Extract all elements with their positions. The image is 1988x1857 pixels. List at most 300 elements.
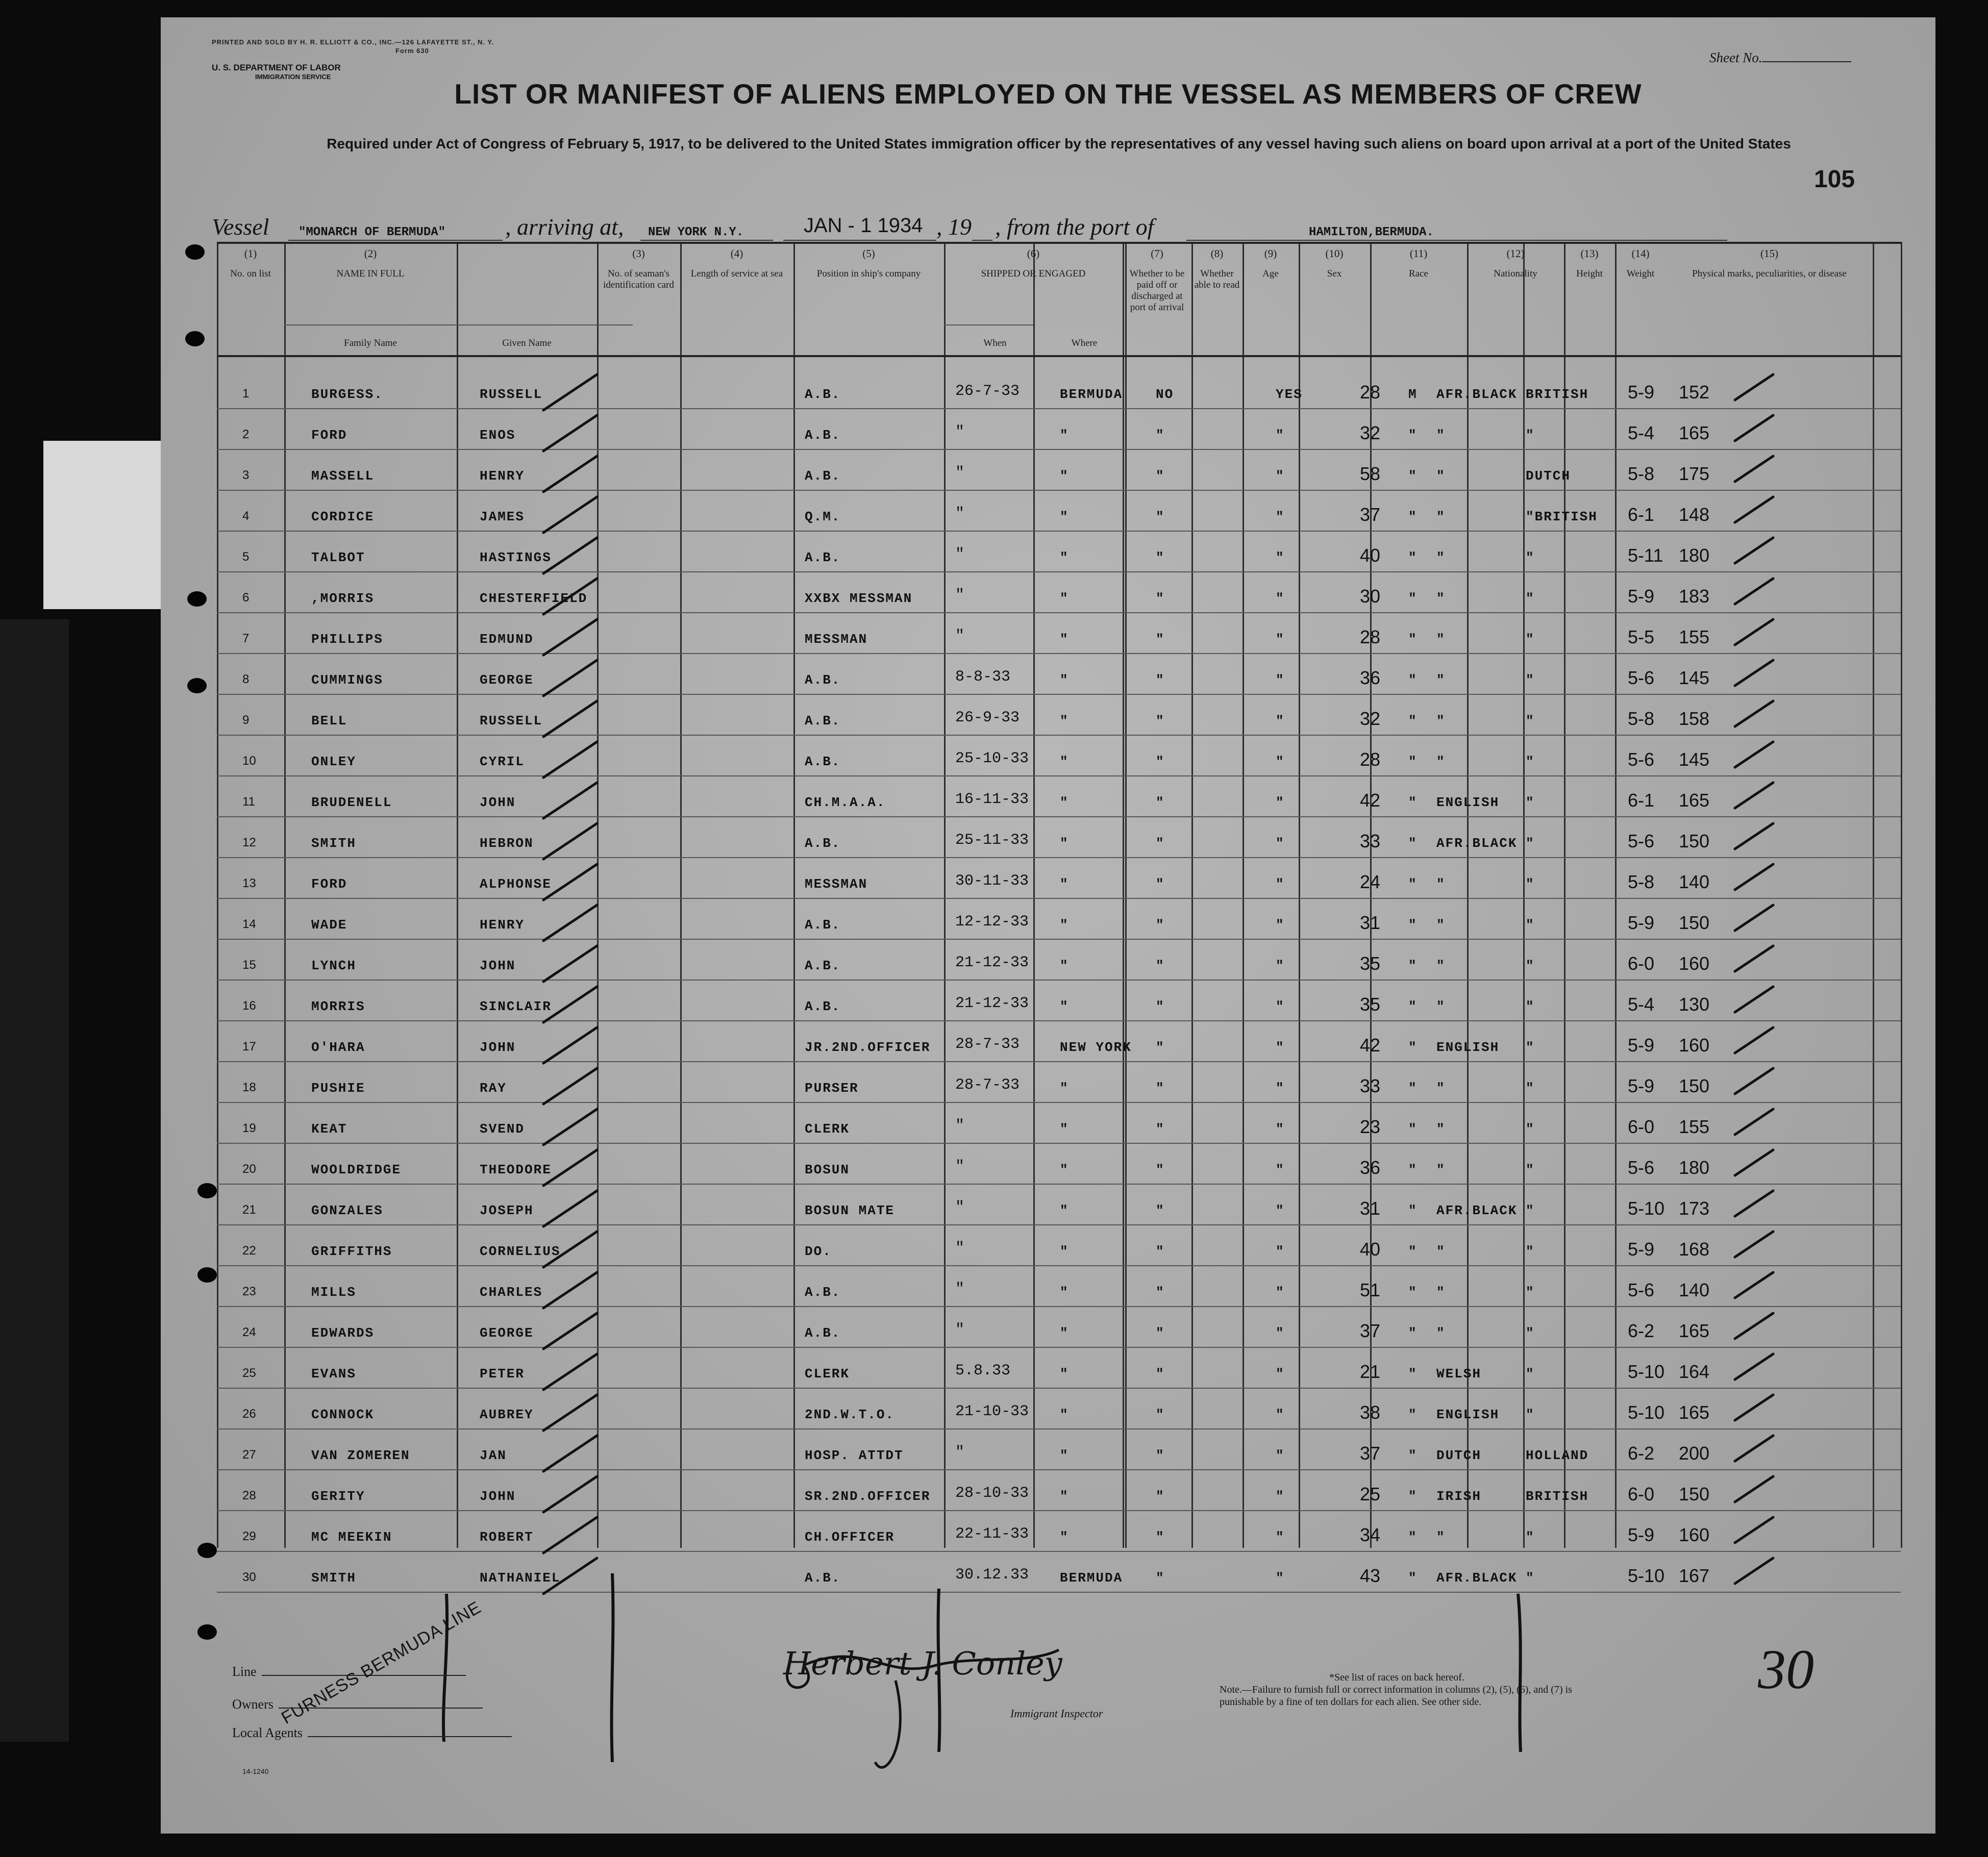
nationality: " bbox=[1526, 1203, 1535, 1218]
shipped-when: 25-10-33 bbox=[955, 750, 1029, 767]
sex: " bbox=[1408, 1081, 1418, 1096]
nationality: "BRITISH bbox=[1526, 509, 1598, 524]
row-number: 19 bbox=[242, 1121, 256, 1135]
check-mark bbox=[1735, 1558, 1773, 1584]
penalty-note: Note.—Failure to furnish full or correct information in columns (2), (5), (6), and (7) is punishable by a fine of ten dollars for each alien. See other side. bbox=[1220, 1684, 1572, 1708]
arriving-port: NEW YORK N.Y. bbox=[648, 225, 744, 239]
id-card-slash bbox=[543, 946, 597, 982]
position: HOSP. ATTDT bbox=[805, 1448, 904, 1463]
vessel-name: "MONARCH OF BERMUDA" bbox=[299, 225, 446, 239]
check-mark bbox=[1735, 1272, 1773, 1298]
weight: 155 bbox=[1679, 626, 1710, 647]
race: " bbox=[1436, 1121, 1446, 1137]
row-number: 20 bbox=[242, 1162, 256, 1176]
given-name: PETER bbox=[480, 1366, 525, 1382]
able-to-read: " bbox=[1276, 632, 1285, 647]
height: 5-11 bbox=[1628, 545, 1663, 566]
race: " bbox=[1436, 672, 1446, 688]
weight: 175 bbox=[1679, 463, 1710, 484]
sex: " bbox=[1408, 1203, 1418, 1218]
nationality: " bbox=[1526, 836, 1535, 851]
given-name: THEODORE bbox=[480, 1162, 552, 1177]
shipped-when: " bbox=[955, 1321, 965, 1339]
given-name: EDMUND bbox=[480, 632, 534, 647]
shipped-when: 26-7-33 bbox=[955, 383, 1020, 400]
nationality: " bbox=[1526, 1244, 1535, 1259]
shipped-where: " bbox=[1060, 1162, 1069, 1177]
age: 24 bbox=[1360, 871, 1381, 892]
punch-hole bbox=[187, 591, 207, 607]
race: " bbox=[1436, 958, 1446, 973]
position: Q.M. bbox=[805, 509, 841, 524]
page-number: 105 bbox=[1814, 166, 1855, 193]
check-mark bbox=[1735, 660, 1773, 686]
check-mark bbox=[1735, 783, 1773, 808]
nationality: " bbox=[1526, 1366, 1535, 1382]
page-subtitle: Required under Act of Congress of February 5, 1917, to be delivered to the United States immigration officer by the representatives of any vessel having such aliens on board upon arrival at a port of the United States bbox=[327, 136, 1791, 152]
shipped-when: 30-11-33 bbox=[955, 872, 1029, 890]
height: 5-6 bbox=[1628, 749, 1655, 770]
weight: 165 bbox=[1679, 422, 1710, 443]
given-name: RUSSELL bbox=[480, 387, 543, 402]
position: A.B. bbox=[805, 754, 841, 769]
paid-off: " bbox=[1156, 1366, 1165, 1382]
shipped-where: " bbox=[1060, 550, 1069, 565]
shipped-where: " bbox=[1060, 836, 1069, 851]
nationality: " bbox=[1526, 672, 1535, 688]
nationality: BRITISH bbox=[1526, 1489, 1589, 1504]
owners-label: Owners bbox=[232, 1697, 274, 1712]
weight: 173 bbox=[1679, 1198, 1710, 1219]
age: 31 bbox=[1360, 912, 1381, 933]
height: 6-0 bbox=[1628, 1484, 1655, 1504]
paid-off: " bbox=[1156, 795, 1165, 810]
age: 40 bbox=[1360, 545, 1381, 566]
check-mark bbox=[1735, 946, 1773, 971]
id-card-slash bbox=[543, 1027, 597, 1063]
weight: 200 bbox=[1679, 1443, 1710, 1464]
from-port: HAMILTON,BERMUDA. bbox=[1309, 225, 1434, 239]
age: 28 bbox=[1360, 626, 1381, 647]
race: AFR.BLACK bbox=[1436, 1570, 1518, 1586]
height: 6-1 bbox=[1628, 790, 1655, 811]
id-card-slash bbox=[543, 1354, 597, 1390]
family-name: MORRIS bbox=[311, 999, 365, 1014]
shipped-where: NEW YORK bbox=[1060, 1040, 1132, 1055]
sex: " bbox=[1408, 754, 1418, 769]
id-card-slash bbox=[543, 1109, 597, 1145]
position: BOSUN bbox=[805, 1162, 850, 1177]
paid-off: NO bbox=[1156, 387, 1174, 402]
check-mark bbox=[1735, 619, 1773, 645]
id-card-slash bbox=[543, 1436, 597, 1471]
position: A.B. bbox=[805, 958, 841, 973]
row-number: 7 bbox=[242, 632, 250, 645]
id-card-slash bbox=[543, 497, 597, 533]
side-stamp bbox=[43, 441, 161, 609]
shipped-when: 26-9-33 bbox=[955, 709, 1020, 726]
agents-blank bbox=[308, 1736, 512, 1737]
nationality: " bbox=[1526, 917, 1535, 933]
nationality: " bbox=[1526, 1529, 1535, 1545]
date-stamp: JAN - 1 1934 bbox=[804, 214, 923, 237]
height: 5-8 bbox=[1628, 708, 1655, 729]
family-name: CONNOCK bbox=[311, 1407, 375, 1422]
able-to-read: " bbox=[1276, 1529, 1285, 1545]
id-card-slash bbox=[543, 987, 597, 1022]
given-name: NATHANIEL bbox=[480, 1570, 561, 1586]
able-to-read: " bbox=[1276, 1121, 1285, 1137]
age: 25 bbox=[1360, 1484, 1381, 1504]
weight: 150 bbox=[1679, 1484, 1710, 1504]
paid-off: " bbox=[1156, 468, 1165, 484]
shipped-when: 22-11-33 bbox=[955, 1525, 1029, 1543]
id-card-slash bbox=[543, 1191, 597, 1226]
shipped-when: 21-12-33 bbox=[955, 995, 1029, 1012]
race: " bbox=[1436, 1325, 1446, 1341]
position: CLERK bbox=[805, 1121, 850, 1137]
row-number: 15 bbox=[242, 958, 256, 972]
given-name: HENRY bbox=[480, 468, 525, 484]
check-mark bbox=[1735, 1476, 1773, 1502]
check-mark bbox=[1735, 456, 1773, 482]
age: 23 bbox=[1360, 1116, 1381, 1137]
id-card-slash bbox=[543, 1313, 597, 1349]
family-name: EVANS bbox=[311, 1366, 357, 1382]
paid-off: " bbox=[1156, 754, 1165, 769]
weight: 160 bbox=[1679, 1524, 1710, 1545]
check-mark bbox=[1735, 538, 1773, 563]
column-number: (8) bbox=[1210, 247, 1224, 260]
weight: 150 bbox=[1679, 1075, 1710, 1096]
id-card-slash bbox=[543, 1150, 597, 1186]
given-name: JAMES bbox=[480, 509, 525, 524]
weight: 150 bbox=[1679, 912, 1710, 933]
race: " bbox=[1436, 1162, 1446, 1177]
row-number: 18 bbox=[242, 1081, 256, 1094]
paid-off: " bbox=[1156, 672, 1165, 688]
able-to-read: " bbox=[1276, 958, 1285, 973]
column-number: (9) bbox=[1264, 247, 1277, 260]
check-mark bbox=[1735, 742, 1773, 767]
position: CH.M.A.A. bbox=[805, 795, 886, 810]
row-number: 24 bbox=[242, 1325, 256, 1339]
weight: 165 bbox=[1679, 790, 1710, 811]
position: DO. bbox=[805, 1244, 832, 1259]
check-mark bbox=[1735, 823, 1773, 849]
shipped-where: " bbox=[1060, 1489, 1069, 1504]
family-name: FORD bbox=[311, 428, 347, 443]
row-number: 26 bbox=[242, 1407, 256, 1421]
paid-off: " bbox=[1156, 550, 1165, 565]
shipped-when: " bbox=[955, 1117, 965, 1135]
service-name: IMMIGRATION SERVICE bbox=[255, 73, 331, 81]
able-to-read: " bbox=[1276, 836, 1285, 851]
family-name: O'HARA bbox=[311, 1040, 365, 1055]
page-title: LIST OR MANIFEST OF ALIENS EMPLOYED ON THE VESSEL AS MEMBERS OF CREW bbox=[454, 78, 1642, 110]
family-name: CUMMINGS bbox=[311, 672, 383, 688]
printer-text: PRINTED AND SOLD BY H. R. ELLIOTT & CO., INC.—126 LAFAYETTE ST., N. Y. bbox=[212, 38, 494, 46]
able-to-read: " bbox=[1276, 468, 1285, 484]
paid-off: " bbox=[1156, 1081, 1165, 1096]
shipped-where: " bbox=[1060, 509, 1069, 524]
weight: 140 bbox=[1679, 871, 1710, 892]
able-to-read: " bbox=[1276, 1162, 1285, 1177]
age: 35 bbox=[1360, 994, 1381, 1015]
height: 6-0 bbox=[1628, 953, 1655, 974]
row-number: 27 bbox=[242, 1448, 256, 1462]
shipped-where: " bbox=[1060, 591, 1069, 606]
given-name: CHESTERFIELD bbox=[480, 591, 588, 606]
family-name: MC MEEKIN bbox=[311, 1529, 392, 1545]
subheading-when: When bbox=[983, 338, 1007, 348]
family-name: EDWARDS bbox=[311, 1325, 375, 1341]
id-card-slash bbox=[543, 415, 597, 451]
age: 37 bbox=[1360, 504, 1381, 525]
paid-off: " bbox=[1156, 713, 1165, 729]
shipped-where: BERMUDA bbox=[1060, 1570, 1123, 1586]
column-heading: No. on list bbox=[230, 268, 271, 279]
shipped-where: " bbox=[1060, 795, 1069, 810]
id-card-slash bbox=[543, 456, 597, 492]
column-heading: Weight bbox=[1626, 268, 1655, 279]
column-number: (15) bbox=[1760, 247, 1778, 260]
family-name: GRIFFITHS bbox=[311, 1244, 392, 1259]
nationality: " bbox=[1526, 754, 1535, 769]
nationality: " bbox=[1526, 632, 1535, 647]
sex: " bbox=[1408, 1529, 1418, 1545]
column-heading: No. of seaman's identification card bbox=[603, 268, 674, 290]
check-mark bbox=[1735, 1191, 1773, 1216]
id-card-slash bbox=[543, 783, 597, 818]
nationality: " bbox=[1526, 999, 1535, 1014]
height: 6-0 bbox=[1628, 1116, 1655, 1137]
shipped-where: " bbox=[1060, 1244, 1069, 1259]
sex: " bbox=[1408, 836, 1418, 851]
race: ENGLISH bbox=[1436, 795, 1500, 810]
age: 32 bbox=[1360, 708, 1381, 729]
paid-off: " bbox=[1156, 1040, 1165, 1055]
race: " bbox=[1436, 754, 1446, 769]
family-name: FORD bbox=[311, 876, 347, 892]
inspector-label: Immigrant Inspector bbox=[1010, 1707, 1103, 1720]
shipped-when: 30.12.33 bbox=[955, 1566, 1029, 1584]
given-name: JAN bbox=[480, 1448, 507, 1463]
able-to-read: YES bbox=[1276, 387, 1303, 402]
given-name: GEORGE bbox=[480, 672, 534, 688]
weight: 164 bbox=[1679, 1361, 1710, 1382]
able-to-read: " bbox=[1276, 917, 1285, 933]
nationality: " bbox=[1526, 1040, 1535, 1055]
pen-vertical-mark bbox=[612, 1573, 613, 1762]
family-name: MILLS bbox=[311, 1285, 357, 1300]
shipped-when: " bbox=[955, 1199, 965, 1216]
age: 37 bbox=[1360, 1443, 1381, 1464]
paid-off: " bbox=[1156, 876, 1165, 892]
subheading-family: Family Name bbox=[344, 338, 397, 348]
shipped-when: " bbox=[955, 1240, 965, 1257]
column-number: (6) bbox=[1027, 247, 1040, 260]
paid-off: " bbox=[1156, 632, 1165, 647]
id-card-slash bbox=[543, 742, 597, 777]
able-to-read: " bbox=[1276, 1203, 1285, 1218]
age: 31 bbox=[1360, 1198, 1381, 1219]
sex: " bbox=[1408, 1407, 1418, 1422]
check-mark bbox=[1735, 1313, 1773, 1339]
weight: 155 bbox=[1679, 1116, 1710, 1137]
nationality: HOLLAND bbox=[1526, 1448, 1589, 1463]
row-number: 21 bbox=[242, 1203, 256, 1217]
race: " bbox=[1436, 632, 1446, 647]
age: 30 bbox=[1360, 586, 1381, 607]
manifest-page bbox=[161, 17, 1935, 1834]
able-to-read: " bbox=[1276, 550, 1285, 565]
row-number: 12 bbox=[242, 836, 256, 849]
weight: 158 bbox=[1679, 708, 1710, 729]
given-name: SVEND bbox=[480, 1121, 525, 1137]
race: " bbox=[1436, 550, 1446, 565]
family-name: VAN ZOMEREN bbox=[311, 1448, 410, 1463]
column-number: (5) bbox=[862, 247, 875, 260]
weight: 145 bbox=[1679, 749, 1710, 770]
given-name: CHARLES bbox=[480, 1285, 543, 1300]
able-to-read: " bbox=[1276, 1448, 1285, 1463]
weight: 180 bbox=[1679, 1157, 1710, 1178]
able-to-read: " bbox=[1276, 428, 1285, 443]
given-name: CYRIL bbox=[480, 754, 525, 769]
check-mark bbox=[1735, 905, 1773, 931]
shipped-where: " bbox=[1060, 713, 1069, 729]
family-name: BURGESS. bbox=[311, 387, 383, 402]
check-marks bbox=[543, 374, 1773, 1594]
column-number: (10) bbox=[1325, 247, 1344, 260]
nationality: " bbox=[1526, 795, 1535, 810]
column-number: (14) bbox=[1631, 247, 1650, 260]
weight: 130 bbox=[1679, 994, 1710, 1015]
able-to-read: " bbox=[1276, 1325, 1285, 1341]
row-number: 29 bbox=[242, 1529, 256, 1543]
race: " bbox=[1436, 876, 1446, 892]
id-card-slash bbox=[543, 1558, 597, 1594]
sex: " bbox=[1408, 1325, 1418, 1341]
year-label: , 19 bbox=[936, 214, 972, 240]
family-name: PUSHIE bbox=[311, 1081, 365, 1096]
able-to-read: " bbox=[1276, 1244, 1285, 1259]
nationality: " bbox=[1526, 1570, 1535, 1586]
given-name: HEBRON bbox=[480, 836, 534, 851]
height: 5-6 bbox=[1628, 1157, 1655, 1178]
given-name: AUBREY bbox=[480, 1407, 534, 1422]
shipped-when: 28-7-33 bbox=[955, 1036, 1020, 1053]
height: 5-9 bbox=[1628, 1524, 1655, 1545]
sheet-label: Sheet No. bbox=[1709, 50, 1762, 65]
race: " bbox=[1436, 1529, 1446, 1545]
age: 40 bbox=[1360, 1239, 1381, 1260]
id-card-slash bbox=[543, 579, 597, 614]
column-heading: SHIPPED OR ENGAGED bbox=[981, 268, 1086, 279]
shipped-when: " bbox=[955, 546, 965, 563]
sex: " bbox=[1408, 1285, 1418, 1300]
height: 5-9 bbox=[1628, 586, 1655, 607]
able-to-read: " bbox=[1276, 876, 1285, 892]
family-name: ONLEY bbox=[311, 754, 357, 769]
shipped-when: " bbox=[955, 628, 965, 645]
family-name: BRUDENELL bbox=[311, 795, 392, 810]
paid-off: " bbox=[1156, 1325, 1165, 1341]
id-card-slash bbox=[543, 1232, 597, 1267]
family-name: KEAT bbox=[311, 1121, 347, 1137]
paid-off: " bbox=[1156, 1285, 1165, 1300]
row-number: 28 bbox=[242, 1489, 256, 1502]
shipped-where: " bbox=[1060, 428, 1069, 443]
id-card-slash bbox=[543, 701, 597, 737]
shipped-when: 28-7-33 bbox=[955, 1076, 1020, 1094]
id-card-slash bbox=[543, 1395, 597, 1431]
given-name: JOHN bbox=[480, 1040, 516, 1055]
row-number: 1 bbox=[242, 387, 250, 400]
row-number: 4 bbox=[242, 509, 250, 523]
paid-off: " bbox=[1156, 1489, 1165, 1504]
shipped-when: 21-12-33 bbox=[955, 954, 1029, 971]
paid-off: " bbox=[1156, 1529, 1165, 1545]
shipped-where: " bbox=[1060, 917, 1069, 933]
weight: 140 bbox=[1679, 1279, 1710, 1300]
weight: 183 bbox=[1679, 586, 1710, 607]
shipped-where: " bbox=[1060, 754, 1069, 769]
column-heading: Race bbox=[1409, 268, 1428, 279]
position: BOSUN MATE bbox=[805, 1203, 895, 1218]
check-mark bbox=[1735, 415, 1773, 441]
paid-off: " bbox=[1156, 958, 1165, 973]
nationality: " bbox=[1526, 1121, 1535, 1137]
column-heading: Physical marks, peculiarities, or disease bbox=[1692, 268, 1847, 279]
age: 35 bbox=[1360, 953, 1381, 974]
id-card-slash bbox=[543, 1272, 597, 1308]
given-name: JOHN bbox=[480, 795, 516, 810]
subheading-given: Given Name bbox=[502, 338, 552, 348]
sex: " bbox=[1408, 1040, 1418, 1055]
family-name: SMITH bbox=[311, 1570, 357, 1586]
paid-off: " bbox=[1156, 1570, 1165, 1586]
shipped-when: 21-10-33 bbox=[955, 1403, 1029, 1420]
given-name: ENOS bbox=[480, 428, 516, 443]
column-heading: NAME IN FULL bbox=[336, 268, 405, 279]
row-number: 30 bbox=[242, 1570, 256, 1584]
vessel-label: Vessel bbox=[212, 214, 269, 240]
check-mark bbox=[1735, 701, 1773, 726]
weight: 150 bbox=[1679, 831, 1710, 851]
sex: " bbox=[1408, 1489, 1418, 1504]
id-card-slash bbox=[543, 1068, 597, 1104]
line-label: Line bbox=[232, 1664, 257, 1679]
check-mark bbox=[1735, 864, 1773, 890]
id-card-slash bbox=[543, 538, 597, 573]
nationality: " bbox=[1526, 958, 1535, 973]
able-to-read: " bbox=[1276, 713, 1285, 729]
punch-hole bbox=[185, 331, 205, 346]
arriving-label: , arriving at, bbox=[505, 214, 624, 240]
height: 6-2 bbox=[1628, 1320, 1655, 1341]
nationality: " bbox=[1526, 876, 1535, 892]
id-card-slash bbox=[543, 864, 597, 900]
binding-strip bbox=[0, 619, 69, 1742]
check-mark bbox=[1735, 987, 1773, 1012]
weight: 167 bbox=[1679, 1565, 1710, 1586]
from-label: , from the port of bbox=[995, 214, 1154, 240]
shipped-where: " bbox=[1060, 1448, 1069, 1463]
check-mark bbox=[1735, 1436, 1773, 1461]
race: AFR.BLACK bbox=[1436, 1203, 1518, 1218]
